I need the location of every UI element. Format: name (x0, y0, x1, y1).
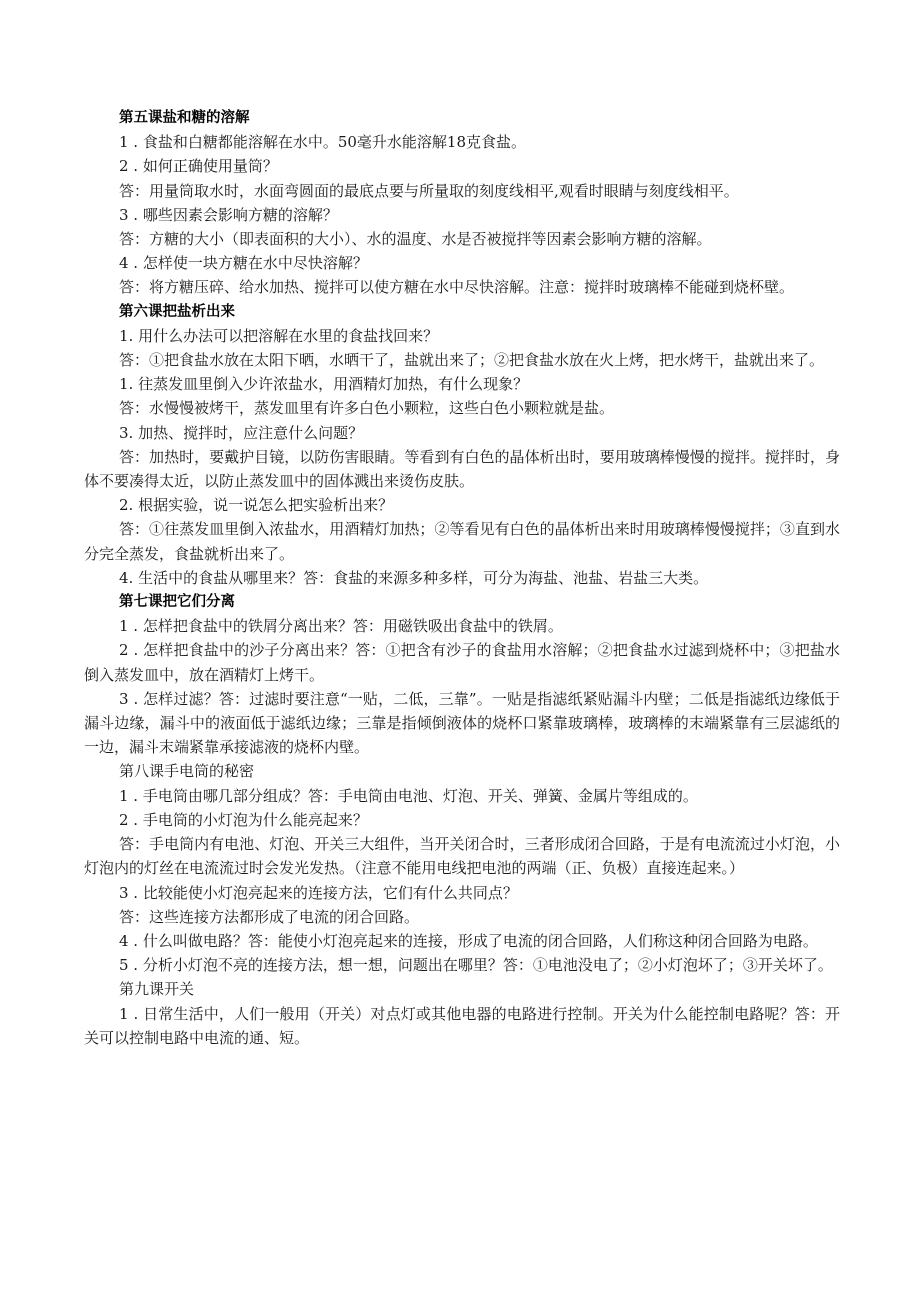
lesson-8-line: 答：这些连接方法都形成了电流的闭合回路。 (119, 907, 420, 926)
lesson-6-line: 2. 根据实验，说一说怎么把实验析出来？ (119, 496, 394, 515)
lesson-6-line: 答：加热时，要戴护目镜，以防伤害眼睛。等看到有白色的晶体析出时，要用玻璃棒慢慢的搅拌。搅拌时，身体不要凑得太近，以防止蒸发皿中的固体溅出来烫伤皮肤。 (84, 447, 840, 491)
lesson-5-line: 1 . 食盐和白糖都能溶解在水中。50毫升水能溶解18克食盐。 (119, 133, 527, 152)
lesson-5-line: 2 . 如何正确使用量筒？ (119, 157, 278, 176)
lesson-6-line: 答：①把食盐水放在太阳下晒，水晒干了，盐就出来了；②把食盐水放在火上烤，把水烤干，盐就出来了。 (119, 351, 825, 370)
lesson-8-title: 第八课手电筒的秘密 (119, 762, 255, 781)
lesson-6-line: 4. 生活中的食盐从哪里来？答：食盐的来源多种多样，可分为海盐、池盐、岩盐三大类。 (119, 568, 709, 587)
lesson-9-title: 第九课开关 (119, 980, 195, 999)
lesson-9-line: 1 . 日常生活中，人们一般用（开关）对点灯或其他电器的电路进行控制。开关为什么能控制电路呢？答：开关可以控制电路中电流的通、短。 (84, 1004, 840, 1047)
lesson-7-title: 第七课把它们分离 (119, 594, 235, 611)
lesson-8-line: 1 . 手电筒由哪几部分组成？答：手电筒由电池、灯泡、开关、弹簧、金属片等组成的。 (119, 786, 698, 805)
lesson-6-line: 3. 加热、搅拌时，应注意什么问题？ (119, 423, 364, 442)
lesson-7-line: 1 . 怎样把食盐中的铁屑分离出来？答：用磁铁吸出食盐中的铁屑。 (119, 617, 563, 636)
lesson-5-title: 第五课盐和糖的溶解 (119, 110, 250, 126)
lesson-8-line: 4 . 什么叫做电路？答：能使小灯泡亮起来的连接，形成了电流的闭合回路，人们称这种闭合回路为电路。 (119, 931, 818, 950)
lesson-5-line: 答：方糖的大小（即表面积的大小）、水的温度、水是否被搅拌等因素会影响方糖的溶解。 (119, 230, 712, 249)
lesson-7-line: 2 . 怎样把食盐中的沙子分离出来？答：①把含有沙子的食盐用水溶解；②把食盐水过滤到烧杯中；③把盐水倒入蒸发皿中，放在酒精灯上烤干。 (84, 641, 840, 684)
lesson-6-title: 第六课把盐析出来 (119, 303, 235, 320)
document-page (84, 106, 840, 1050)
lesson-5-line: 3 . 哪些因素会影响方糖的溶解？ (119, 205, 338, 224)
lesson-6-line: 答：水慢慢被烤干，蒸发皿里有许多白色小颗粒，这些白色小颗粒就是盐。 (119, 399, 615, 418)
lesson-8-line: 2 . 手电筒的小灯泡为什么能亮起来？ (119, 810, 368, 829)
lesson-8-line: 答：手电筒内有电池、灯泡、开关三大组件，当开关闭合时，三者形成闭合回路，于是有电流流过小灯泡，小灯泡内的灯丝在电流流过时会发光发热。（注意不能用电线把电池的两端（正、负极）直接连起来。） (84, 835, 840, 878)
lesson-6-line: 1. 用什么办法可以把溶解在水里的食盐找回来？ (119, 326, 439, 345)
lesson-6-line: 1. 往蒸发皿里倒入少许浓盐水，用酒精灯加热，有什么现象？ (119, 375, 529, 394)
lesson-5-line: 答：用量筒取水时，水面弯圆面的最底点要与所量取的刻度线相平,观看时眼睛与刻度线相平。 (119, 181, 739, 200)
lesson-8-line: 5 . 分析小灯泡不亮的连接方法，想一想，问题出在哪里？答：①电池没电了；②小灯泡坏了；③开关坏了。 (119, 956, 833, 975)
lesson-7-line: 3 . 怎样过滤？答：过滤时要注意“一贴，二低，三靠”。一贴是指滤纸紧贴漏斗内壁；二低是指滤纸边缘低于漏斗边缘，漏斗中的液面低于滤纸边缘；三靠是指倾倒液体的烧杯口紧靠玻璃棒，玻璃棒的末端紧靠有三层滤纸的一边，漏斗末端紧靠承接滤液的烧杯内壁。 (84, 689, 840, 757)
lesson-6-line: 答：①往蒸发皿里倒入浓盐水，用酒精灯加热；②等看见有白色的晶体析出来时用玻璃棒慢慢搅拌；③直到水分完全蒸发，食盐就析出来了。 (84, 520, 840, 563)
lesson-5-line: 4 . 怎样使一块方糖在水中尽快溶解？ (119, 254, 368, 273)
lesson-5-line: 答：将方糖压碎、给水加热、搅拌可以使方糖在水中尽快溶解。注意：搅拌时玻璃棒不能碰到烧杯壁。 (119, 278, 795, 297)
lesson-8-line: 3 . 比较能使小灯泡亮起来的连接方法，它们有什么共同点？ (119, 883, 518, 902)
